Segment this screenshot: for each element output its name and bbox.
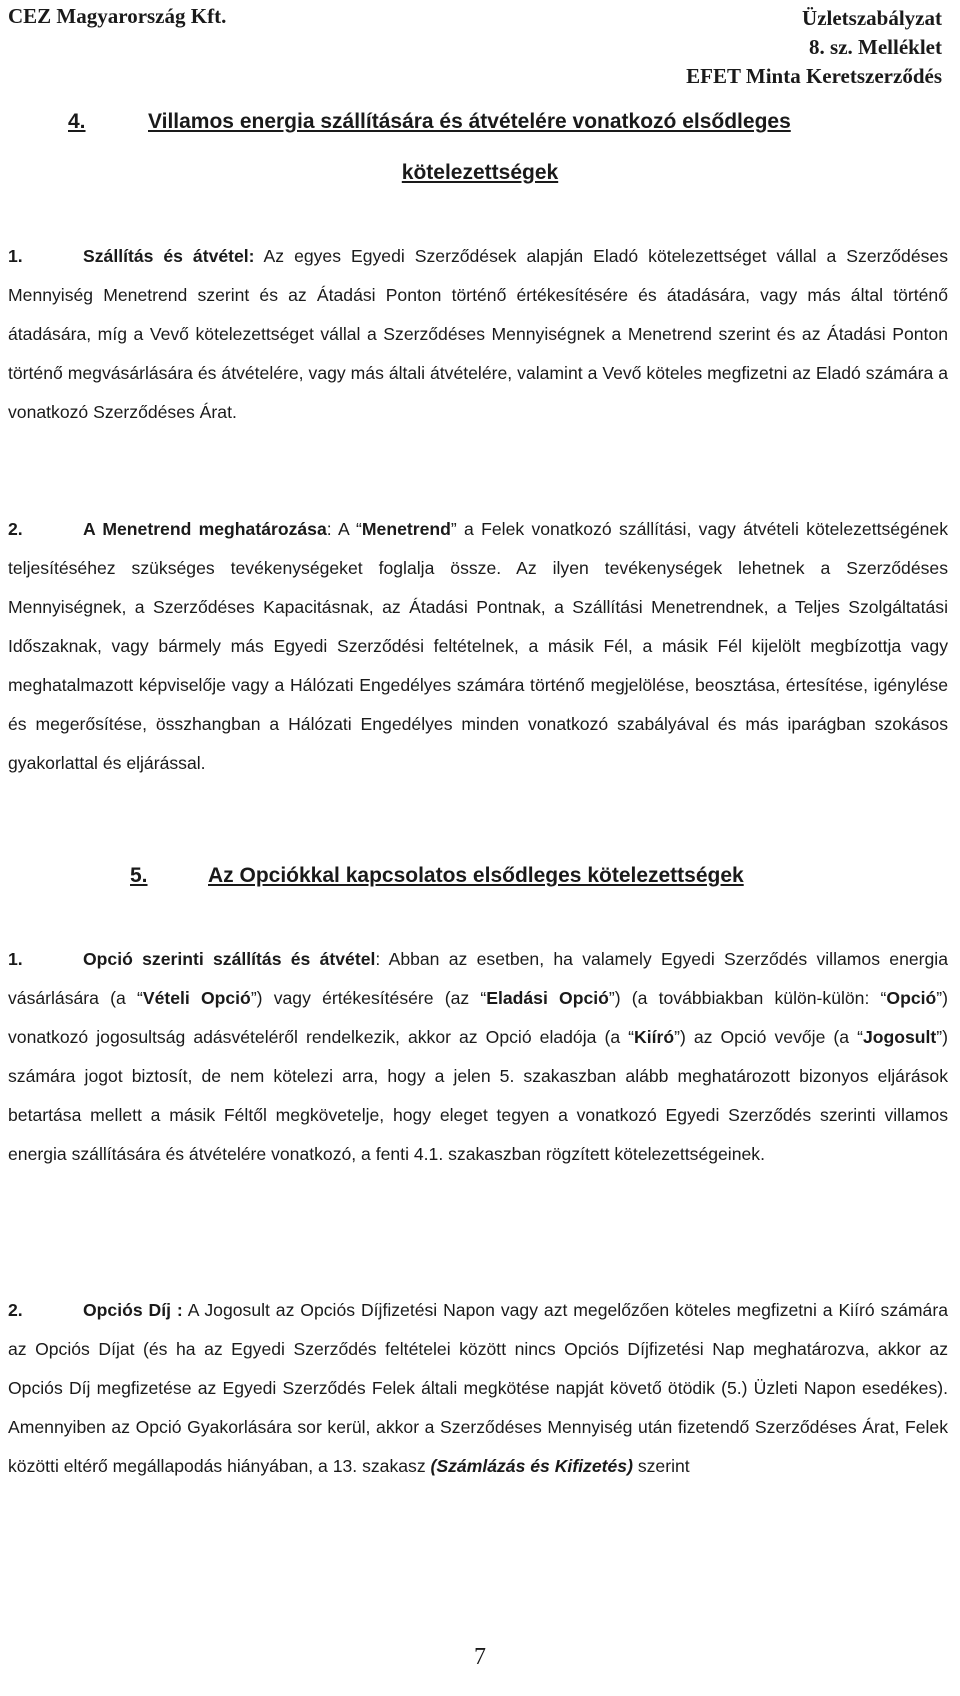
paragraph-number: 2. [8, 1300, 23, 1320]
defined-term: Menetrend [361, 519, 451, 539]
paragraph-text: ”) vonatkozó jogosultság adásvételéről rendelkezik, akkor az Opció eladója (a “ [8, 988, 948, 1047]
header-company: CEZ Magyarország Kft. [8, 4, 227, 28]
section-4-paragraph-2 [8, 510, 948, 783]
section-5-title: Az Opciókkal kapcsolatos elsődleges kötelezettségek [208, 864, 744, 887]
section-4-number: 4. [68, 110, 86, 133]
header-annex-number: 8. sz. Melléklet [809, 35, 942, 59]
defined-term: Kiíró [634, 1027, 675, 1047]
defined-term: Jogosult [862, 1027, 937, 1047]
section-4-title-line1: Villamos energia szállítására és átvételére vonatkozó elsődleges [148, 110, 791, 133]
paragraph-text: : Abban az esetben, ha valamely Egyedi Szerződés villamos energia vásárlására (a “ [8, 949, 948, 1008]
header-contract-name: EFET Minta Keretszerződés [686, 64, 942, 88]
paragraph-lead: Szállítás és átvétel: [83, 246, 255, 266]
paragraph-text: ”) vagy értékesítésére (az “ [250, 988, 487, 1008]
section-reference: (Számlázás és Kifizetés) [430, 1456, 633, 1476]
paragraph-text: : A “ [326, 519, 362, 539]
paragraph-number: 2. [8, 519, 23, 539]
paragraph-text: ”) (a továbbiakban külön-külön: “ [608, 988, 887, 1008]
page-number: 7 [474, 1644, 486, 1670]
header-document-info [686, 4, 942, 91]
paragraph-text: Az egyes Egyedi Szerződések alapján Eladó kötelezettséget vállal a Szerződéses Mennyiség Menetrend szerint és az Átadási Ponton történő értékesítésére és átadására, vagy más által történő átadására, míg a Vevő kötelezettséget vállal a Szerződéses Mennyiségnek a Menetrend szerint és az Átadási Ponton történő megvásárlására és átvételére, vagy más általi átvételére, valamint a Vevő köteles megfizetni az Eladó számára a vonatkozó Szerződéses Árat. [8, 246, 949, 422]
section-4-title-line2: kötelezettségek [401, 161, 559, 184]
paragraph-lead: Opció szerinti szállítás és átvétel [83, 949, 376, 969]
paragraph-text: ”) az Opció vevője (a “ [674, 1027, 863, 1047]
defined-term: Eladási Opció [486, 988, 609, 1008]
section-5-number: 5. [130, 864, 148, 887]
paragraph-text: A Jogosult az Opciós Díjfizetési Napon vagy azt megelőzően köteles megfizetni a Kiíró számára az Opciós Díjat (és ha az Egyedi Szerződés feltételei között nincs Opciós Díjfizetési Nap meghatározva, akkor az Opciós Díj megfizetése az Egyedi Szerződés Felek általi megkötése napját követő ötödik (5.) Üzleti Napon esedékes). Amennyiben az Opció Gyakorlására sor kerül, akkor a Szerződéses Mennyiség után fizetendő Szerződéses Árat, Felek közötti eltérő megállapodás hiányában, a 13. szakasz [8, 1300, 948, 1476]
paragraph-number: 1. [8, 246, 23, 266]
section-5-paragraph-1 [8, 940, 948, 1174]
paragraph-text: szerint [632, 1456, 690, 1476]
paragraph-text: ” a Felek vonatkozó szállítási, vagy átvételi kötelezettségének teljesítéséhez szükséges tevékenységeket foglalja össze. Az ilyen tevékenységek lehetnek a Szerződéses Mennyiségnek, a Szerződéses Kapacitásnak, az Átadási Pontnak, a Szállítási Menetrendnek, a Teljes Szolgáltatási Időszaknak, vagy bármely más Egyedi Szerződési feltételnek, a másik Fél, a másik Fél kijelölt megbízottja vagy meghatalmazott képviselője vagy a Hálózati Engedélyes számára történő megjelölése, beosztása, értesítése, igénylése és megerősítése, összhangban a Hálózati Engedélyes minden vonatkozó szabályával és más iparágban szokásos gyakorlattal és eljárással. [8, 519, 948, 773]
paragraph-lead: Opciós Díj : [83, 1300, 183, 1320]
defined-term: Opció [886, 988, 937, 1008]
section-4-paragraph-1 [8, 237, 948, 432]
paragraph-text: ”) számára jogot biztosít, de nem kötelezi arra, hogy a jelen 5. szakaszban alább meghatározott bizonyos eljárások betartása mellett a másik Féltől megkövetelje, hogy eleget tegyen a vonatkozó Egyedi Szerződés szerinti villamos energia szállítására és átvételére vonatkozó, a fenti 4.1. szakaszban rögzített kötelezettségeinek. [8, 1027, 948, 1164]
paragraph-lead: A Menetrend meghatározása [83, 519, 327, 539]
paragraph-number: 1. [8, 949, 23, 969]
defined-term: Vételi Opció [142, 988, 251, 1008]
section-5-paragraph-2 [8, 1291, 948, 1486]
header-doc-title: Üzletszabályzat [802, 6, 942, 30]
